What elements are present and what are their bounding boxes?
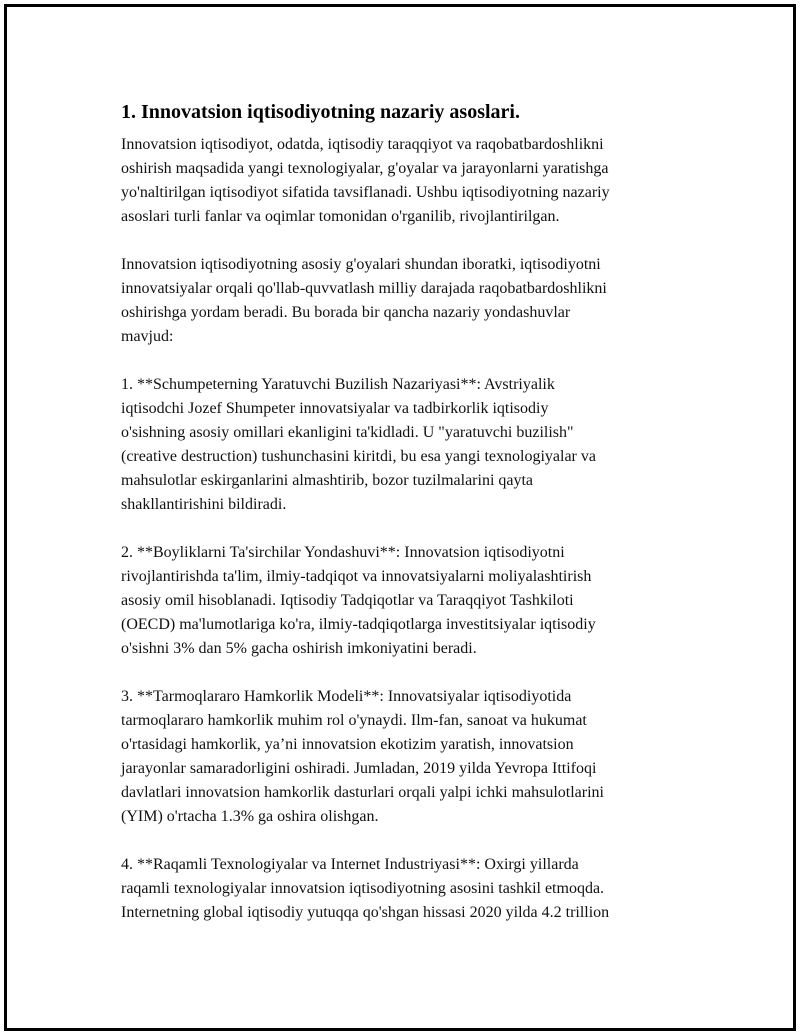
text-line: o'rtasidagi hamkorlik, ya’ni innovatsion ekotizim yaratish, innovatsion <box>121 736 574 753</box>
text-line: shakllantirishini bildiradi. <box>121 496 287 513</box>
text-line: asoslari turli fanlar va oqimlar tomonidan o'rganilib, rivojlantirilgan. <box>121 208 560 225</box>
paragraph-item-2 <box>121 541 693 661</box>
paragraph-item-1 <box>121 373 693 517</box>
text-line: 1. **Schumpeterning Yaratuvchi Buzilish Nazariyasi**: Avstriyalik <box>121 376 555 393</box>
paragraph-item-3 <box>121 685 693 829</box>
text-line: mavjud: <box>121 328 174 345</box>
text-line: Innovatsion iqtisodiyot, odatda, iqtisodiy taraqqiyot va raqobatbardoshlikni <box>121 136 604 153</box>
section-heading: 1. Innovatsion iqtisodiyotning nazariy asoslari. <box>121 101 520 123</box>
text-line: oshirishga yordam beradi. Bu borada bir qancha nazariy yondashuvlar <box>121 304 571 321</box>
text-line: asosiy omil hisoblanadi. Iqtisodiy Tadqiqotlar va Taraqqiyot Tashkiloti <box>121 592 574 609</box>
text-line: yo'naltirilgan iqtisodiyot sifatida tavsiflanadi. Ushbu iqtisodiyotning nazariy <box>121 184 610 201</box>
text-line: 2. **Boyliklarni Ta'sirchilar Yondashuvi**: Innovatsion iqtisodiyotni <box>121 544 565 561</box>
text-line: mahsulotlar eskirganlarini almashtirib, bozor tuzilmalarini qayta <box>121 472 534 489</box>
text-line: davlatlari innovatsion hamkorlik dasturlari orqali yalpi ichki mahsulotlarini <box>121 784 604 801</box>
text-line: Internetning global iqtisodiy yutuqqa qo'shgan hissasi 2020 yilda 4.2 trillion <box>121 904 610 921</box>
paragraph-item-4 <box>121 853 693 925</box>
text-line: 4. **Raqamli Texnologiyalar va Internet Industriyasi**: Oxirgi yillarda <box>121 856 579 873</box>
paragraph-intro <box>121 133 693 229</box>
text-line: o'sishning asosiy omillari ekanligini ta'kidladi. U "yaratuvchi buzilish" <box>121 424 574 441</box>
text-line: oshirish maqsadida yangi texnologiyalar, g'oyalar va jarayonlarni yaratishga <box>121 160 609 177</box>
paragraph-main-ideas <box>121 253 693 349</box>
text-line: raqamli texnologiyalar innovatsion iqtisodiyotning asosini tashkil etmoqda. <box>121 880 605 897</box>
text-line: 3. **Tarmoqlararo Hamkorlik Modeli**: Innovatsiyalar iqtisodiyotida <box>121 688 572 705</box>
text-line: iqtisodchi Jozef Shumpeter innovatsiyalar va tadbirkorlik iqtisodiy <box>121 400 549 417</box>
text-line: (OECD) ma'lumotlariga ko'ra, ilmiy-tadqiqotlarga investitsiyalar iqtisodiy <box>121 616 596 633</box>
text-line: rivojlantirishda ta'lim, ilmiy-tadqiqot va innovatsiyalarni moliyalashtirish <box>121 568 592 585</box>
text-line: o'sishni 3% dan 5% gacha oshirish imkoniyatini beradi. <box>121 640 477 657</box>
page-frame <box>4 4 796 1031</box>
text-line: (creative destruction) tushunchasini kiritdi, bu esa yangi texnologiyalar va <box>121 448 596 465</box>
document-body <box>121 99 693 949</box>
text-line: tarmoqlararo hamkorlik muhim rol o'ynaydi. Ilm-fan, sanoat va hukumat <box>121 712 587 729</box>
text-line: innovatsiyalar orqali qo'llab-quvvatlash milliy darajada raqobatbardoshlikni <box>121 280 607 297</box>
text-line: jarayonlar samaradorligini oshiradi. Jumladan, 2019 yilda Yevropa Ittifoqi <box>121 760 597 777</box>
text-line: (YIM) o'rtacha 1.3% ga oshira olishgan. <box>121 808 379 825</box>
text-line: Innovatsion iqtisodiyotning asosiy g'oyalari shundan iboratki, iqtisodiyotni <box>121 256 601 273</box>
